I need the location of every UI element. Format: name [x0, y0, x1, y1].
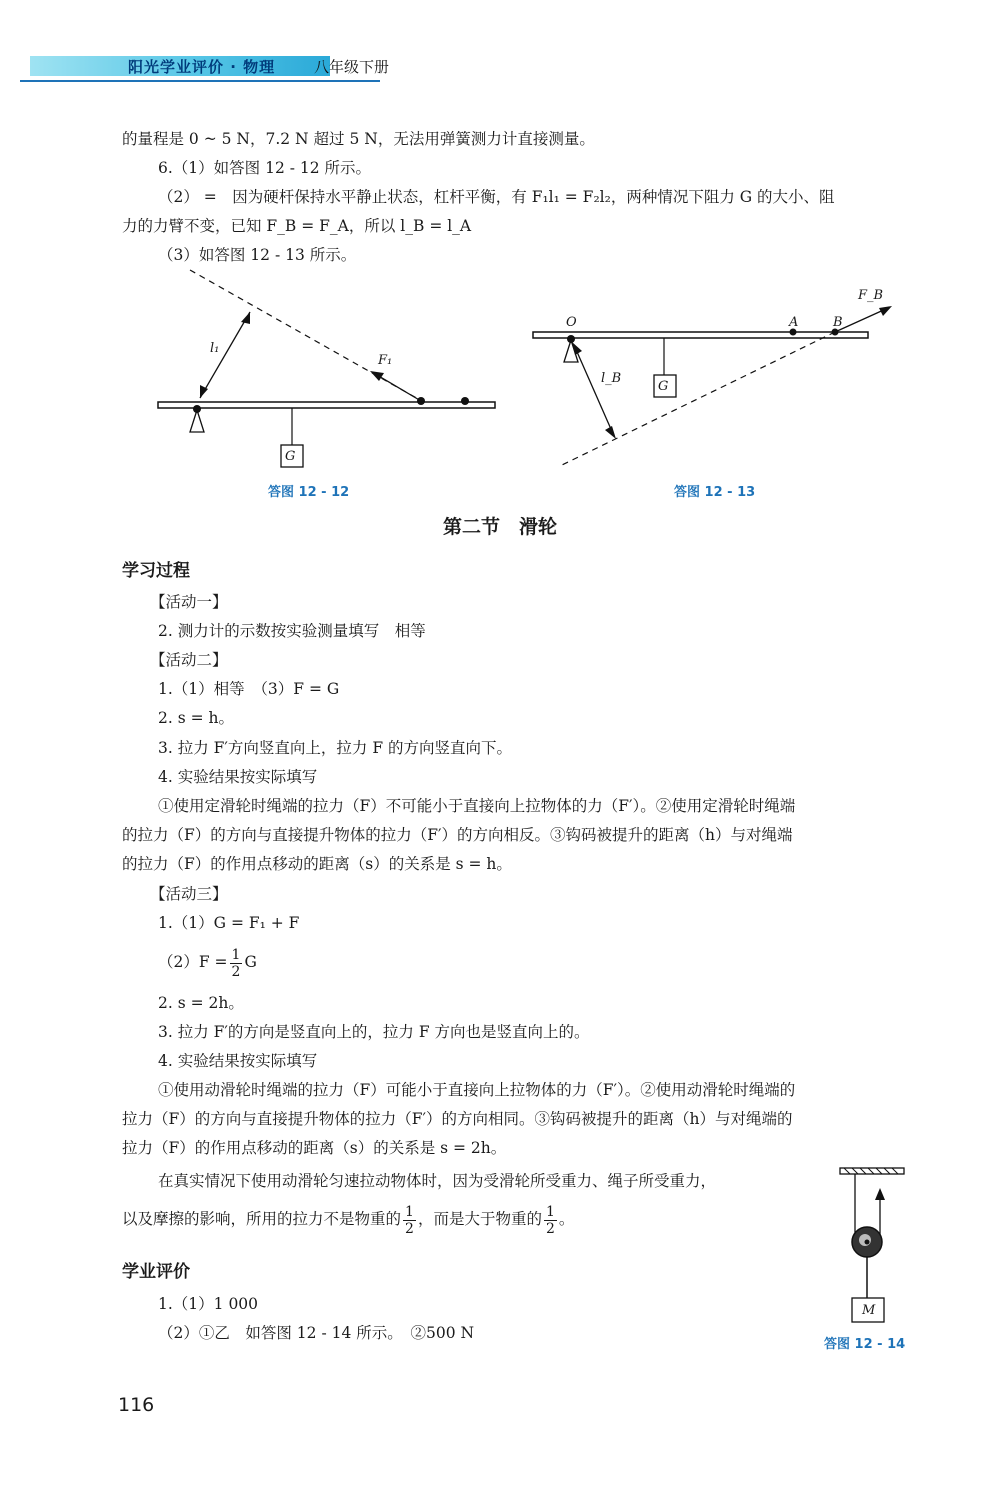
text-line: （2）①乙 如答图 12 - 14 所示。 ②500 N	[158, 1324, 475, 1342]
label-g: G	[285, 449, 296, 464]
fraction-numerator: 1	[231, 946, 241, 963]
text-line: 2. s = 2h。	[158, 994, 244, 1012]
fraction-numerator: 1	[405, 1203, 414, 1220]
text-line: 6.（1）如答图 12 - 12 所示。	[158, 159, 372, 177]
text-segment: ，而是大于物重的	[417, 1210, 542, 1228]
text-segment: 以及摩擦的影响，所用的拉力不是物重的	[122, 1210, 402, 1228]
fraction-denominator: 2	[545, 1220, 555, 1237]
header-title: 阳光学业评价 · 物理	[128, 58, 276, 76]
figure-caption: 答图 12 - 13	[674, 485, 756, 500]
text-line: （2） = 因为硬杆保持水平静止状态，杠杆平衡，有 F₁l₁ = F₂l₂，两种情况下阻力 G 的大小、阻	[158, 188, 835, 206]
text-line: 2. s = h。	[158, 709, 234, 727]
heading-study-process: 学习过程	[122, 561, 190, 581]
text-line: 2. 测力计的示数按实验测量填写 相等	[158, 622, 426, 640]
figure-caption: 答图 12 - 12	[268, 485, 350, 500]
formula-prefix: （2）F =	[158, 953, 228, 971]
text-line: 力的力臂不变，已知 F_B = F_A，所以 l_B = l_A	[122, 217, 472, 235]
fraction-denominator: 2	[231, 963, 241, 980]
label-lb: l_B	[601, 371, 622, 386]
text-line: ①使用定滑轮时绳端的拉力（F）不可能小于直接向上拉物体的力（F′）。②使用定滑轮时绳端	[158, 797, 796, 815]
label-a: A	[789, 315, 799, 330]
text-line: ①使用动滑轮时绳端的拉力（F）可能小于直接向上拉物体的力（F′）。②使用动滑轮时绳端的	[158, 1081, 796, 1099]
text-line: 的拉力（F）的作用点移动的距离（s）的关系是 s = h。	[122, 855, 512, 873]
text-segment: 。	[558, 1210, 575, 1228]
text-line: 4. 实验结果按实际填写	[158, 1052, 318, 1070]
label-f1: F₁	[378, 353, 393, 368]
text-line: 在真实情况下使用动滑轮匀速拉动物体时，因为受滑轮所受重力、绳子所受重力，	[158, 1172, 717, 1190]
text-line: 的量程是 0 ~ 5 N，7.2 N 超过 5 N，无法用弹簧测力计直接测量。	[122, 130, 595, 148]
text-line: 拉力（F）的方向与直接提升物体的拉力（F′）的方向相同。③钩码被提升的距离（h）与对绳端的	[122, 1110, 793, 1128]
label-b: B	[833, 315, 843, 330]
label-fb: F_B	[858, 288, 884, 303]
text-line: 4. 实验结果按实际填写	[158, 768, 318, 786]
activity-title: 【活动二】	[150, 651, 228, 669]
text-line: 1.（1）G = F₁ + F	[158, 914, 300, 932]
header-grade: 八年级下册	[314, 58, 390, 76]
activity-title: 【活动一】	[150, 593, 228, 611]
text-line: 的拉力（F）的方向与直接提升物体的拉力（F′）的方向相反。③钩码被提升的距离（h）与对绳端	[122, 826, 793, 844]
text-line: 拉力（F）的作用点移动的距离（s）的关系是 s = 2h。	[122, 1139, 507, 1157]
text-line: 1.（1）1 000	[158, 1295, 259, 1313]
activity-title: 【活动三】	[150, 885, 228, 903]
text-line: 3. 拉力 F′的方向是竖直向上的，拉力 F 方向也是竖直向上的。	[158, 1023, 590, 1041]
page-number: 116	[118, 1394, 155, 1416]
fraction-denominator: 2	[405, 1220, 414, 1237]
text-line: （3）如答图 12 - 13 所示。	[158, 246, 357, 264]
formula-suffix: G	[244, 953, 257, 971]
text-line: 3. 拉力 F′方向竖直向上，拉力 F 的方向竖直向下。	[158, 739, 513, 757]
fraction-numerator: 1	[545, 1203, 555, 1220]
figure-caption: 答图 12 - 14	[824, 1337, 906, 1352]
label-l1: l₁	[210, 341, 220, 356]
section-title: 第二节 滑轮	[442, 516, 557, 538]
label-g: G	[658, 379, 669, 394]
label-m: M	[862, 1303, 876, 1318]
label-o: O	[566, 315, 577, 330]
heading-evaluation: 学业评价	[122, 1262, 190, 1282]
text-line: 1.（1）相等 （3）F = G	[158, 680, 340, 698]
